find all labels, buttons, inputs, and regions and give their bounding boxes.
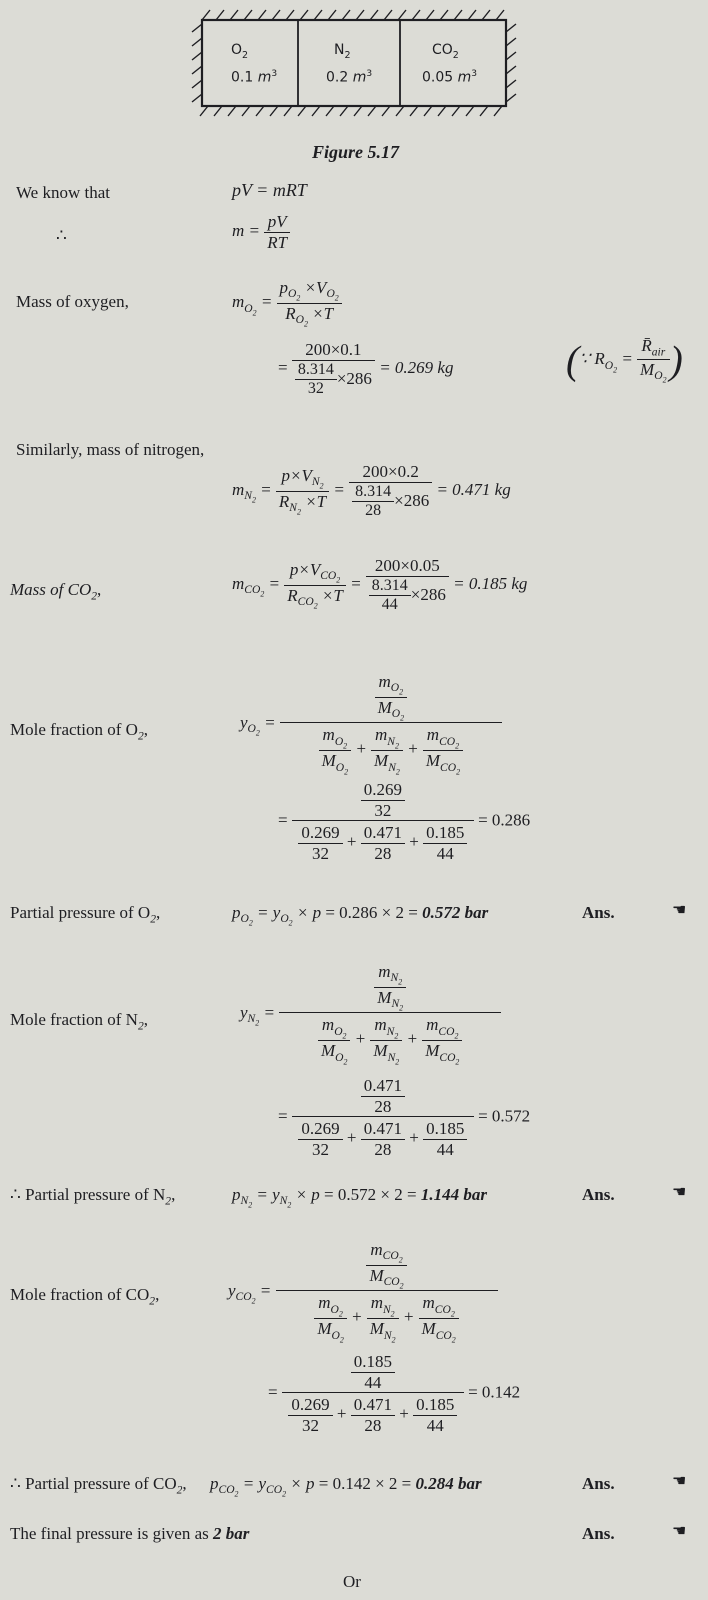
- gas-law-equation: pV = mRT: [232, 180, 307, 200]
- n2-pressure-calc: $p_{N_2} = y_{N_2} \times p = 0.572 \times 2 = 1.144$ bar: [232, 1185, 487, 1210]
- n2-pressure-ans: Ans.: [582, 1185, 615, 1204]
- cell-o2: $O_2$ 0.1 $m^3$: [231, 42, 278, 86]
- o2-fraction-label: Mole fraction of $O_2$,: [10, 720, 148, 743]
- final-ans: Ans.: [582, 1524, 615, 1543]
- hatch-top: [202, 10, 504, 20]
- o2-fraction-calc: = $\frac{0.269}{32}$ $\frac{0.269}{32}$ + $\frac{0.471}{28}$ + $\frac{0.185}{44}$ = 0.286: [278, 780, 531, 863]
- gas-law-lead: We know that: [16, 183, 110, 202]
- n2-fraction-formula: $y_{N_2}$ = $\frac{m_{N_2}}{M_{N_2}}$ $\frac{m_{O_2}}{M_{O_2}}$ + $\frac{m_{N_2}}{M_{N_2}}$ + $m_{CO_2}$ $M_{CO_2}$: [240, 962, 501, 1066]
- n2-pressure-label: ∴ Partial pressure of $N_2$,: [10, 1185, 176, 1208]
- mass-formula: m = $\frac{pV}{RT}$: [232, 212, 290, 252]
- pointer-icon: ☚: [672, 1182, 687, 1201]
- pointer-icon: ☚: [672, 900, 687, 919]
- n2-fraction-calc: = $\frac{0.471}{28}$ $\frac{0.269}{32}$ + $\frac{0.471}{28}$ + $\frac{0.185}{44}$ = 0.572: [278, 1076, 531, 1159]
- oxygen-mass-formula: $m_{O_2}$ = $\frac{p_{O_2} \times V_{O_2}}{R_{O_2} \times T}$: [232, 278, 342, 328]
- oxygen-mass-label: Mass of oxygen,: [16, 292, 129, 311]
- co2-fraction-formula: $y_{CO_2}$ = $m_{CO_2}$ $M_{CO_2}$ $\frac{m_{O_2}}{M_{O_2}}$ + $\frac{m_{N_2}}{M_{N_2}}$ + $m_{CO_2}$ $M_{CO_2}$: [228, 1240, 498, 1344]
- co2-pressure-ans: Ans.: [582, 1474, 615, 1493]
- o2-pressure-ans: Ans.: [582, 903, 615, 922]
- nitrogen-mass-formula: $m_{N_2}$ = $\frac{p\times V_{N_2}}{R_{N_2} \times T}$ = 200×0.2 $\frac{8.314}{28}$ ×286 = 0.471 kg: [232, 462, 511, 519]
- or-text: Or: [343, 1572, 361, 1591]
- o2-pressure-calc: $p_{O_2} = y_{O_2} \times p = 0.286 \times 2 = 0.572$ bar: [232, 903, 489, 928]
- co2-fraction-label: Mole fraction of $CO_2$,: [10, 1285, 160, 1308]
- co2-pressure-calc: $p_{CO_2} = y_{CO_2} \times p = 0.142 \times 2 = 0.284$ bar: [210, 1474, 482, 1499]
- co2-mass-label: Mass of $CO_2$,: [10, 580, 102, 603]
- cell-n2: $N_2$ 0.2 $m^3$: [326, 42, 373, 86]
- o2-fraction-formula: $y_{O_2}$ = $\frac{m_{O_2}}{M_{O_2}}$ $\frac{m_{O_2}}{M_{O_2}}$ + $\frac{m_{N_2}}{M_{N_2}}$ + $m_{CO_2}$ $M_{CO_2}$: [240, 672, 502, 776]
- final-pressure-text: The final pressure is given as 2 bar: [10, 1524, 250, 1543]
- pointer-icon: ☚: [672, 1471, 687, 1490]
- hatch-left: [192, 24, 202, 102]
- hatch-right: [506, 24, 516, 102]
- n2-fraction-label: Mole fraction of $N_2$,: [10, 1010, 148, 1033]
- co2-fraction-calc: = $\frac{0.185}{44}$ $\frac{0.269}{32}$ + $\frac{0.471}{28}$ + $\frac{0.185}{44}$ = 0.142: [268, 1352, 521, 1435]
- oxygen-mass-calc: = 200×0.1 $\frac{8.314}{32}$ ×286 = 0.269 kg: [278, 340, 454, 397]
- therefore-symbol: ∴: [56, 226, 67, 245]
- pointer-icon: ☚: [672, 1521, 687, 1540]
- nitrogen-mass-label: Similarly, mass of nitrogen,: [16, 440, 205, 459]
- co2-pressure-label: ∴ Partial pressure of $CO_2$,: [10, 1474, 187, 1497]
- figure-caption: Figure 5.17: [312, 142, 400, 162]
- cell-co2: $CO_2$ 0.05 $m^3$: [422, 42, 478, 86]
- o2-pressure-label: Partial pressure of $O_2$,: [10, 903, 161, 926]
- hatch-bottom: [200, 106, 502, 116]
- oxygen-gas-constant-note: (∵ $R_{O_2}$ = $R̄_{air}$ $M_{O_2}$ ): [566, 336, 683, 385]
- co2-mass-formula: $m_{CO_2}$ = $p\times V_{CO_2}$ $R_{CO_2} \times T$ = 200×0.05 $\frac{8.314}{44}$ ×286 = 0.185 kg: [232, 556, 528, 613]
